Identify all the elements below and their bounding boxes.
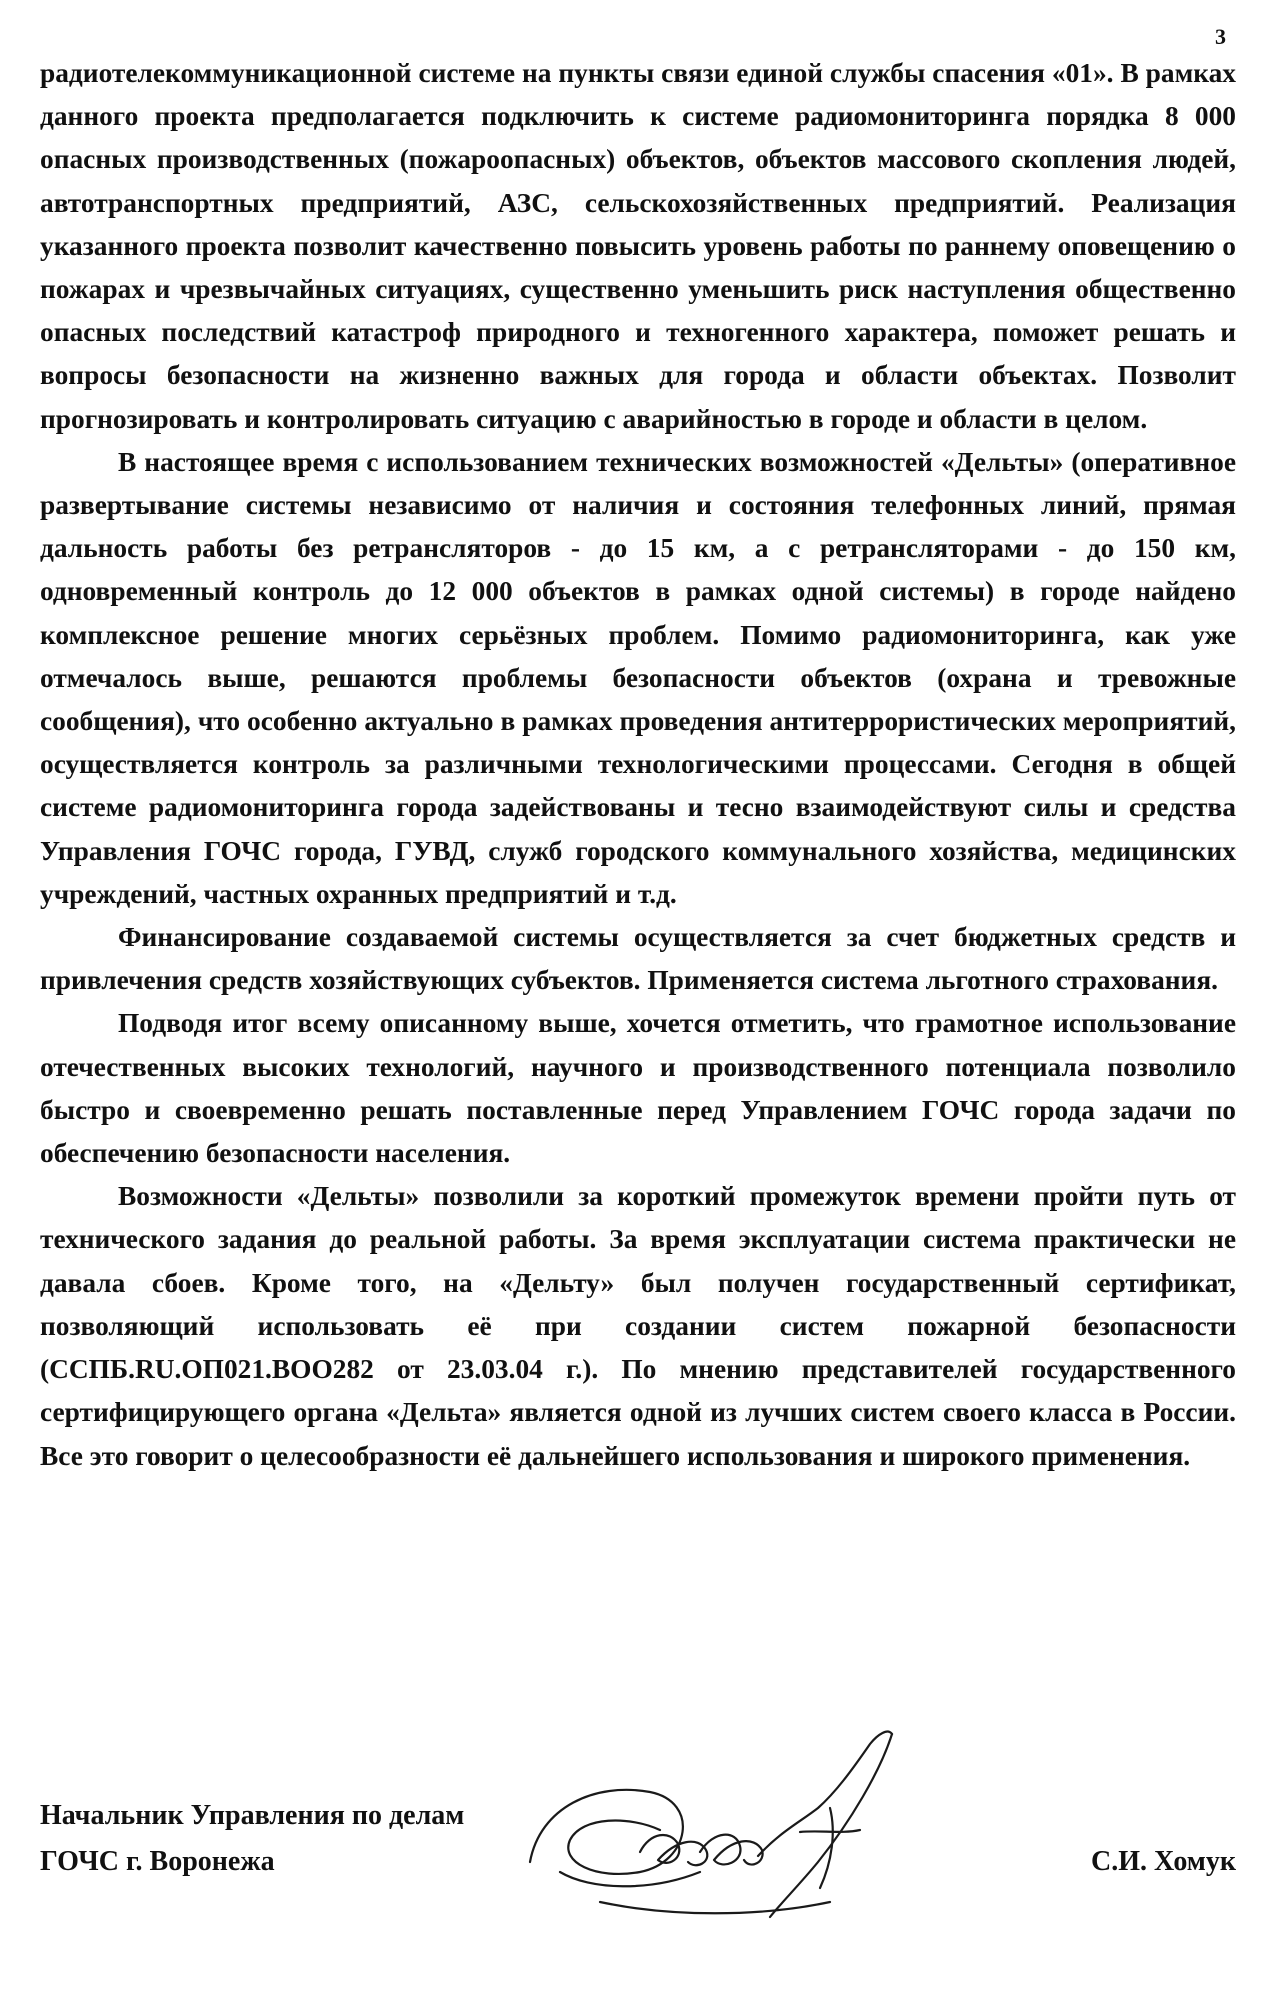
page-number: 3 [1215, 24, 1226, 49]
signer-name: С.И. Хомук [1090, 1846, 1236, 1877]
signer-position-line-2: ГОЧС г. Воронежа [40, 1846, 275, 1877]
signer-position-line-1: Начальник Управления по делам [40, 1800, 465, 1831]
paragraph-financing: Финансирование создаваемой системы осуществляется за счет бюджетных средств и привлечения средств хозяйствующих субъектов. Применяется система льготного страхования. [40, 922, 1236, 996]
handwritten-signature [500, 1712, 960, 1942]
paragraph-delta-capabilities: В настоящее время с использованием технических возможностей «Дельты» (оперативное развертывание системы независимо от наличия и состояния телефонных линий, прямая дальность работы без ретрансляторов - до 15 км, а с ретрансляторами - до 150 км, одновременный контроль до 12 000 объектов в рамках одной системы) в городе найдено комплексное решение многих серьёзных проблем. Помимо радиомониторинга, как уже отмечалось выше, решаются проблемы безопасности объектов (охрана и тревожные сообщения), что особенно актуально в рамках проведения антитеррористических мероприятий, осуществляется контроль за различными технологическими процессами. Сегодня в общей системе радиомониторинга города задействованы и тесно взаимодействуют силы и средства Управления ГОЧС города, ГУВД, служб городского коммунального хозяйства, медицинских учреждений, частных охранных предприятий и т.д. [40, 446, 1236, 909]
paragraph-summary: Подводя итог всему описанному выше, хочется отметить, что грамотное использование отечественных высоких технологий, научного и производственного потенциала позволило быстро и своевременно решать поставленные перед Управлением ГОЧС города задачи по обеспечению безопасности населения. [40, 1008, 1236, 1169]
paragraph-certification: Возможности «Дельты» позволили за короткий промежуток времени пройти путь от технического задания до реальной работы. За время эксплуатации система практически не давала сбоев. Кроме того, на «Дельту» был получен государственный сертификат, позволяющий использовать её при создании систем пожарной безопасности (ССПБ.RU.ОП021.ВОО282 от 23.03.04 г.). По мнению представителей государственного сертифицирующего органа «Дельта» является одной из лучших систем своего класса в России. Все это говорит о целесообразности её дальнейшего использования и широкого применения. [40, 1181, 1236, 1471]
paragraph-continuation: радиотелекоммуникационной системе на пункты связи единой службы спасения «01». В рамках данного проекта предполагается подключить к системе радиомониторинга порядка 8 000 опасных производственных (пожароопасных) объектов, объектов массового скопления людей, автотранспортных предприятий, АЗС, сельскохозяйственных предприятий. Реализация указанного проекта позволит качественно повысить уровень работы по раннему оповещению о пожарах и чрезвычайных ситуациях, существенно уменьшить риск наступления общественно опасных последствий катастроф природного и техногенного характера, поможет решать и вопросы безопасности на жизненно важных для города и области объектах. Позволит прогнозировать и контролировать ситуацию с аварийностью в городе и области в целом. [40, 58, 1236, 434]
signature-block [40, 1792, 1236, 1952]
document-body [40, 52, 1236, 1478]
